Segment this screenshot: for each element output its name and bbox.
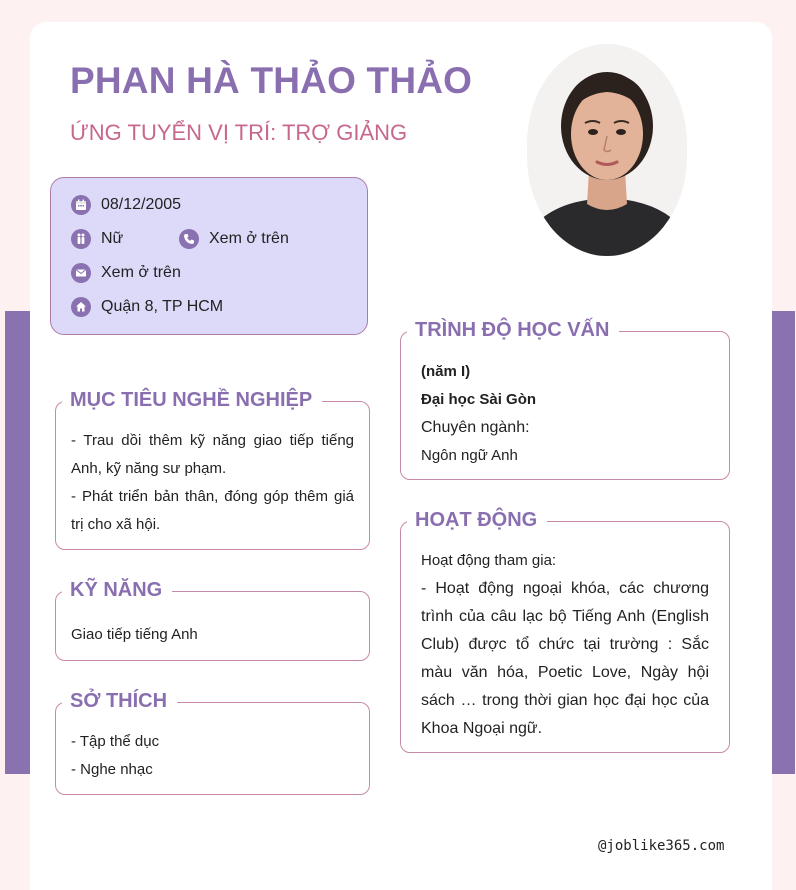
skills-body (71, 621, 354, 649)
home-icon (71, 297, 91, 317)
birthday-text: 08/12/2005 (101, 196, 182, 213)
applied-position: ỨNG TUYỂN VỊ TRÍ: TRỢ GIẢNG (70, 120, 408, 145)
email-text[interactable]: Xem ở trên (101, 264, 181, 281)
objective-section (55, 389, 370, 550)
footer-handle: @joblike365.com (598, 838, 725, 854)
left-accent-band (5, 311, 30, 774)
education-major-label: Chuyên ngành: (421, 419, 530, 436)
candidate-name: PHAN HÀ THẢO THẢO (70, 60, 473, 101)
activities-section (400, 509, 730, 753)
hobbies-section (55, 690, 370, 795)
gender-icon (71, 229, 91, 249)
email-row (71, 263, 181, 283)
education-section (400, 319, 730, 480)
hobbies-body (71, 728, 354, 784)
skills-title: KỸ NĂNG (62, 576, 172, 604)
objective-body (71, 427, 354, 539)
phone-row (179, 229, 289, 249)
objective-line: - Trau dồi thêm kỹ năng giao tiếp tiếng Anh, kỹ năng sư phạm. (71, 432, 354, 477)
activities-text: - Hoạt động ngoại khóa, các chương trình của câu lạc bộ Tiếng Anh (English Club) được tổ chức tại trường : Sắc màu văn hóa, Poetic Love, Ngày hội sách … trong thời gian học đại học của Khoa Ngoại ngữ. (421, 580, 709, 737)
address-row (71, 297, 223, 317)
calendar-icon (71, 195, 91, 215)
education-year: (năm I) (421, 363, 471, 380)
phone-icon (179, 229, 199, 249)
right-accent-band (772, 311, 795, 774)
objective-title: MỤC TIÊU NGHỀ NGHIỆP (62, 386, 322, 414)
cv-card (30, 22, 772, 890)
mail-icon (71, 263, 91, 283)
gender-row (71, 229, 123, 249)
education-body (421, 358, 714, 470)
education-major: Ngôn ngữ Anh (421, 447, 518, 464)
profile-photo (527, 44, 687, 256)
skill-item: Giao tiếp tiếng Anh (71, 626, 198, 643)
activities-intro: Hoạt động tham gia: (421, 552, 557, 569)
activities-title: HOẠT ĐỘNG (407, 506, 547, 534)
address-text: Quận 8, TP HCM (101, 298, 224, 315)
contact-box (50, 177, 368, 335)
birthday-row (71, 195, 181, 215)
hobby-item: - Nghe nhạc (71, 761, 153, 778)
objective-line: - Phát triển bản thân, đóng góp thêm giá trị cho xã hội. (71, 488, 354, 533)
skills-section (55, 579, 370, 661)
education-school: Đại học Sài Gòn (421, 391, 537, 408)
gender-text: Nữ (101, 230, 124, 247)
hobbies-title: SỞ THÍCH (62, 687, 177, 715)
hobby-item: - Tập thể dục (71, 733, 160, 750)
activities-body (421, 547, 709, 743)
phone-text[interactable]: Xem ở trên (209, 230, 289, 247)
education-title: TRÌNH ĐỘ HỌC VẤN (407, 316, 619, 344)
